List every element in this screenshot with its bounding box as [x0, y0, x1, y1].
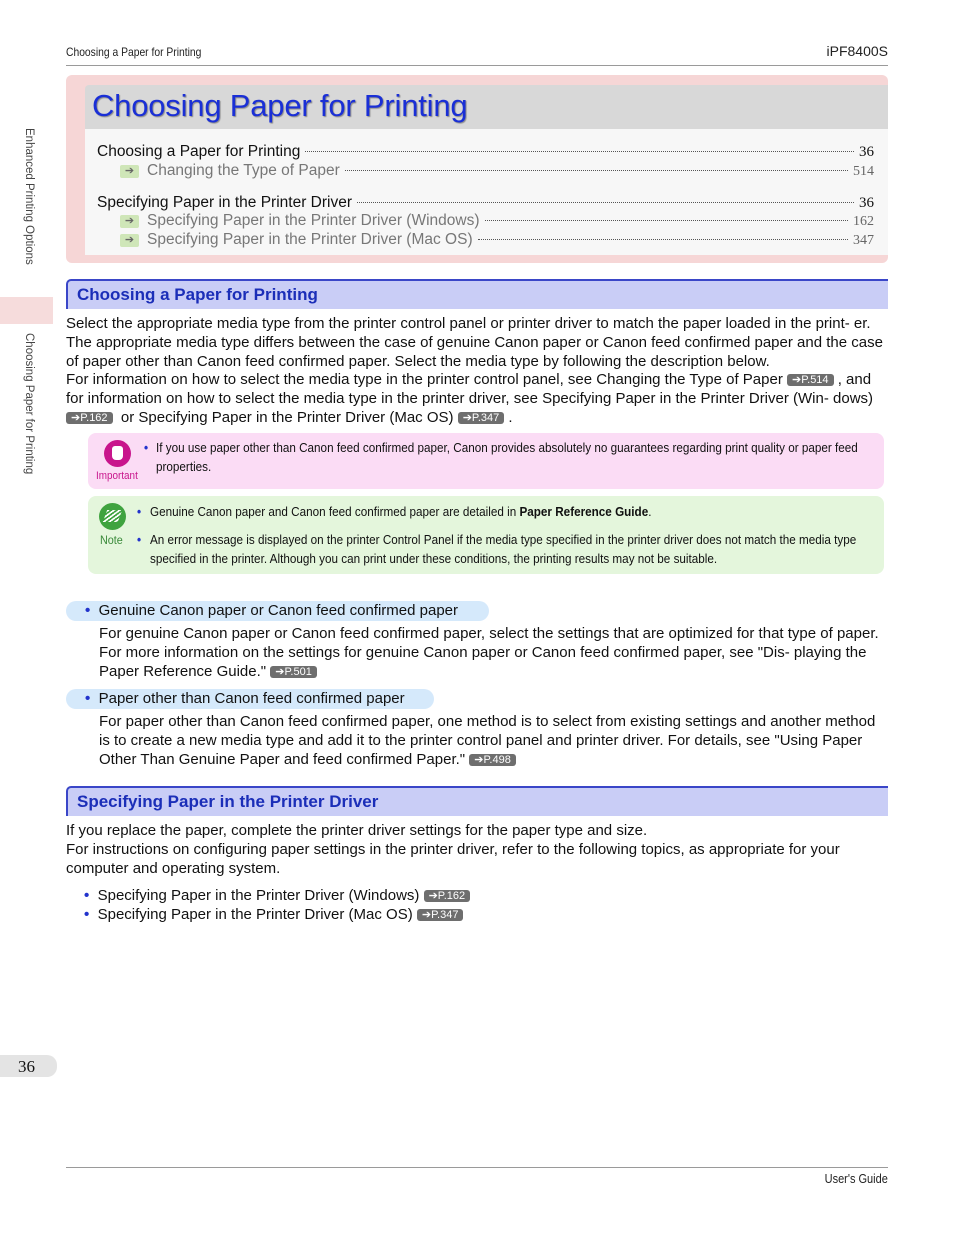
bullet: • [137, 532, 142, 547]
other-paper-heading-label: Paper other than Canon feed confirmed paper [98, 690, 405, 707]
arrow-right-icon: ➔ [120, 234, 139, 247]
footer-guide-title: User's Guide [824, 1172, 888, 1186]
note-item-2: An error message is displayed on the printer Control Panel if the media type specified in the printer driver does not match the media type specified in the printer. Although you can print under these conditions, the printing results may not be suitable. [150, 532, 857, 566]
toc-item-label: Specifying Paper in the Printer Driver (Mac OS) [147, 231, 473, 248]
toc-item-macos[interactable] [120, 231, 874, 249]
toc-page-number: 347 [853, 233, 874, 248]
running-header-title: Choosing a Paper for Printing [66, 45, 202, 59]
side-label-section: Choosing Paper for Printing [23, 333, 35, 475]
side-label-chapter: Enhanced Printing Options [23, 128, 35, 265]
arrow-right-icon: ➔ [120, 165, 139, 178]
toc-page-number: 162 [853, 214, 874, 229]
bullet: • [85, 602, 91, 619]
toc-item-windows[interactable] [120, 212, 874, 230]
page-number: 36 [18, 1057, 35, 1076]
section1-paragraph-1: Select the appropriate media type from the printer control panel or printer driver to match the paper loaded in the print- er. The appropriate media type differs between the case of genuine Canon paper or Canon feed confirmed paper and the case of paper other than Canon feed confirmed paper. Select the media type by following the description below. [66, 315, 883, 370]
note-caption: Note [100, 533, 123, 547]
toc-page-number: 36 [859, 144, 874, 160]
other-paper-heading [66, 689, 434, 709]
text: . [508, 409, 513, 426]
text: For paper other than Canon feed confirmed paper, one method is to select from existing settings and another method is to create a new media type and add it to the printer control panel and printer driver. For details, see "Using Paper Other Than Genuine Paper and feed confirmed Paper." [99, 713, 876, 768]
bullet: • [144, 440, 149, 455]
bullet: • [84, 887, 90, 904]
genuine-paper-heading-label: Genuine Canon paper or Canon feed confirmed paper [98, 602, 459, 619]
toc-item-changing-type[interactable] [120, 162, 874, 180]
toc-page-number: 514 [853, 164, 874, 179]
other-paper-text [99, 712, 886, 769]
footer-divider [66, 1167, 888, 1168]
link-label: Specifying Paper in the Printer Driver (Windows) [97, 887, 420, 904]
toc-item-label: Specifying Paper in the Printer Driver [97, 194, 353, 211]
paper-reference-guide-text: Paper Reference Guide [519, 504, 649, 519]
important-caption: Important [96, 470, 138, 482]
toc-leader [478, 239, 848, 240]
section-title-specifying-paper: Specifying Paper in the Printer Driver [77, 792, 379, 811]
toc-item-label: Changing the Type of Paper [147, 162, 340, 179]
text: or Specifying Paper in the Printer Driver (Mac OS) [120, 409, 454, 426]
toc-page-number: 36 [859, 195, 874, 211]
text: . [648, 504, 652, 519]
important-hand-icon [104, 440, 131, 467]
section-title-choosing-paper: Choosing a Paper for Printing [77, 285, 318, 304]
toc-leader [345, 170, 848, 171]
important-text: If you use paper other than Canon feed confirmed paper, Canon provides absolutely no guarantees regarding print quality or paper feed properties. [156, 440, 858, 474]
note-pencil-icon [99, 503, 126, 530]
text: , and for information on how to select the media type in the printer driver, see Specifying Paper in the Printer Driver (Win- dows) [66, 371, 874, 407]
page-title: Choosing Paper for Printing [92, 88, 468, 123]
bullet: • [137, 504, 142, 519]
text: For information on how to select the media type in the printer control panel, see Changing the Type of Paper [66, 371, 783, 388]
section2-paragraph-2: For instructions on configuring paper settings in the printer driver, refer to the following topics, as appropriate for your computer and operating system. [66, 841, 840, 877]
link-list-item-macos [84, 905, 864, 924]
side-tab-marker [0, 297, 53, 324]
toc-item-specifying-paper[interactable] [97, 194, 874, 212]
text: For genuine Canon paper or Canon feed confirmed paper, select the settings that are optimized for that type of paper. For more information on the settings for genuine Canon paper or Canon feed confirmed paper, see "Dis- playing the Paper Reference Guide." [99, 625, 879, 680]
toc-leader [485, 220, 848, 221]
page-ref-link[interactable]: ➔P.347 [417, 909, 464, 921]
bullet: • [85, 690, 91, 707]
toc-leader [357, 202, 854, 203]
toc-item-label: Choosing a Paper for Printing [97, 143, 301, 160]
page-ref-link[interactable]: ➔P.514 [787, 374, 834, 386]
link-label: Specifying Paper in the Printer Driver (Mac OS) [97, 906, 413, 923]
toc-leader [305, 151, 854, 152]
page-ref-link[interactable]: ➔P.347 [458, 412, 505, 424]
running-header-model: iPF8400S [826, 43, 888, 59]
bullet: • [84, 906, 90, 923]
text: Genuine Canon paper and Canon feed confirmed paper are detailed in [150, 504, 520, 519]
page-ref-link[interactable]: ➔P.162 [66, 412, 113, 424]
genuine-paper-text [99, 624, 886, 681]
section2-paragraph-1: If you replace the paper, complete the printer driver settings for the paper type and size. [66, 822, 648, 839]
link-list-item-windows [84, 886, 864, 905]
page-ref-link[interactable]: ➔P.162 [424, 890, 471, 902]
toc-item-choosing-paper[interactable] [97, 143, 874, 161]
header-divider [66, 65, 888, 66]
section1-paragraph-2 [66, 370, 886, 427]
page-ref-link[interactable]: ➔P.501 [270, 666, 317, 678]
arrow-right-icon: ➔ [120, 215, 139, 228]
note-item-1 [150, 502, 870, 521]
toc-item-label: Specifying Paper in the Printer Driver (Windows) [147, 212, 480, 229]
page-ref-link[interactable]: ➔P.498 [469, 754, 516, 766]
genuine-paper-heading [66, 601, 489, 621]
